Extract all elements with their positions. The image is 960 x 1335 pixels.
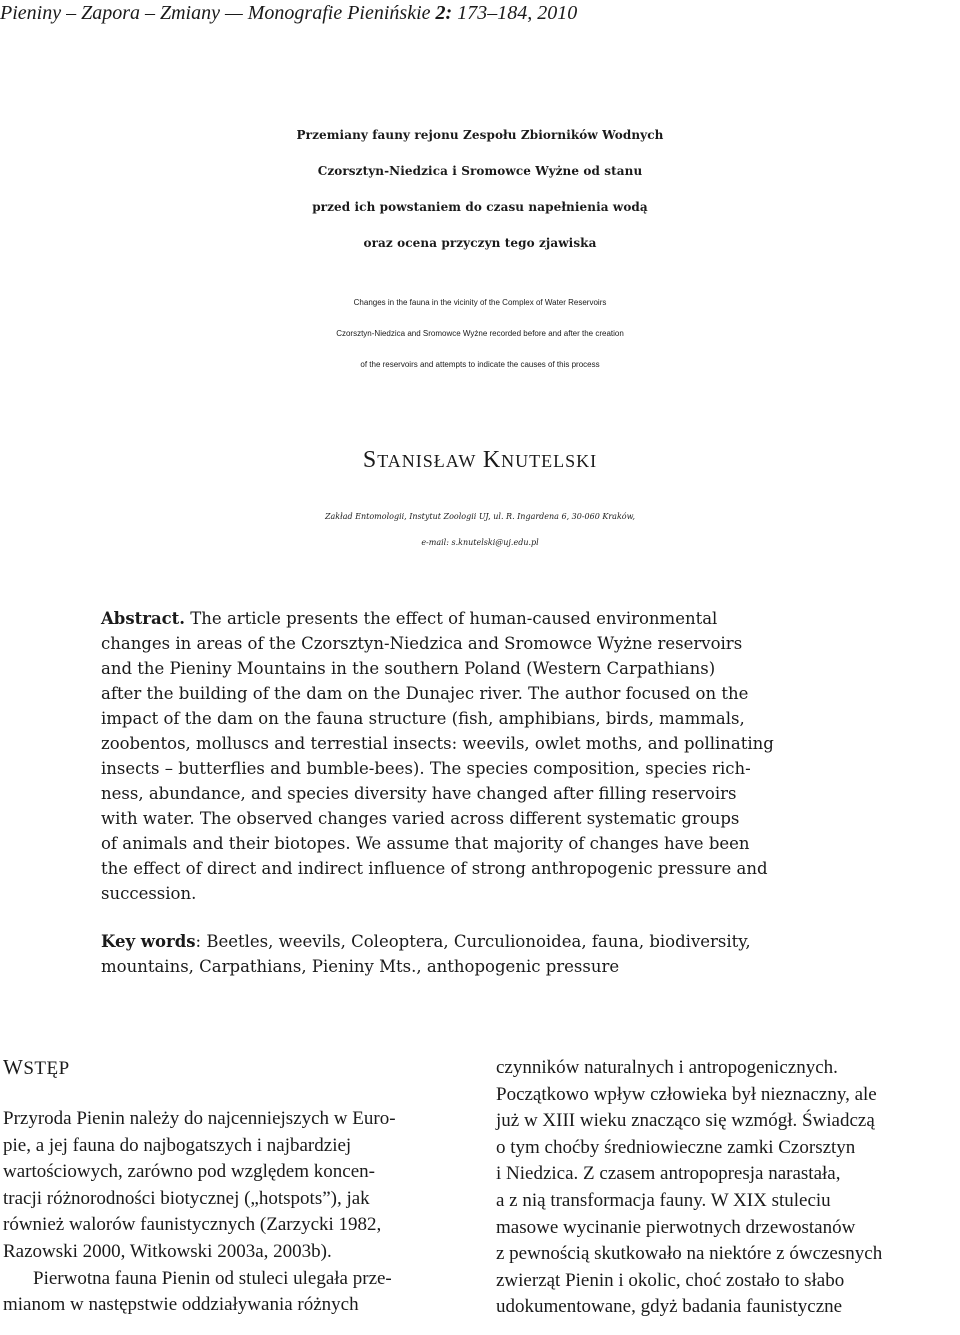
affiliation-email: e-mail: s.knutelski@uj.edu.pl [421, 538, 539, 547]
body-line: Początkowo wpływ człowieka był nieznaczny, ale [496, 1083, 877, 1105]
abstract-line: of animals and their biotopes. We assume that majority of changes have been [101, 834, 750, 853]
section-heading-rest: STĘP [23, 1058, 70, 1079]
keywords-label: Key words [101, 932, 196, 951]
title-line: Czorsztyn-Niedzica i Sromowce Wyżne od stanu [317, 164, 643, 178]
abstract-line: and the Pieniny Mountains in the southern Poland (Western Carpathians) [101, 659, 716, 678]
body-line: a z nią transformacja fauny. W XIX stuleciu [496, 1189, 831, 1211]
abstract-line: after the building of the dam on the Dunajec river. The author focused on the [101, 684, 749, 703]
journal-series: Pieniny – Zapora – Zmiany — Monografie Pienińskie [0, 2, 431, 24]
abstract-label: Abstract. [101, 609, 186, 628]
author-affiliation [0, 504, 960, 556]
abstract-line: insects – butterflies and bumble-bees). The species composition, species rich- [101, 759, 751, 778]
body-line: tracji różnorodności biotycznej („hotspots”), jak [3, 1187, 370, 1209]
title-line: przed ich powstaniem do czasu napełnienia wodą [312, 200, 648, 214]
keywords-first-text: : Beetles, weevils, Coleoptera, Curculionoidea, fauna, biodiversity, [195, 932, 751, 951]
body-line: Razowski 2000, Witkowski 2003a, 2003b). [3, 1240, 332, 1262]
body-line: Przyroda Pienin należy do najcenniejszych w Euro- [3, 1108, 396, 1129]
journal-volume: 2: [435, 2, 453, 24]
english-title-line: of the reservoirs and attempts to indicate the causes of this process [360, 360, 600, 369]
keywords-line: mountains, Carpathians, Pieniny Mts., anthopogenic pressure [101, 957, 620, 976]
body-line: z pewnością skutkowało na niektóre z ówczesnych [496, 1243, 883, 1265]
section-heading-introduction [3, 1055, 70, 1080]
title-line: Przemiany fauny rejonu Zespołu Zbiorników Wodnych [296, 128, 664, 142]
article-title [0, 117, 960, 261]
english-title [0, 287, 960, 380]
body-line: mianom w następstwie oddziaływania różnych [3, 1294, 359, 1316]
abstract-line: impact of the dam on the fauna structure (fish, amphibians, birds, mammals, [101, 709, 745, 728]
author-last-initial: K [482, 447, 502, 473]
abstract-line: changes in areas of the Czorsztyn-Niedzica and Sromowce Wyżne reservoirs [101, 634, 743, 653]
body-line: również walorów faunistycznych (Zarzycki 1982, [3, 1214, 382, 1236]
abstract-line: succession. [101, 884, 197, 903]
body-line: masowe wycinanie pierwotnych drzewostanów [496, 1216, 856, 1238]
abstract [101, 606, 859, 906]
body-line: już w XIII wieku znacząco się wzmógł. Świadczą [496, 1110, 875, 1132]
affiliation-address: Zakład Entomologii, Instytut Zoologii UJ, ul. R. Ingardena 6, 30-060 Kraków, [324, 512, 636, 521]
abstract-line: with water. The observed changes varied across different systematic groups [101, 809, 740, 828]
body-line: Pierwotna fauna Pienin od stuleci ulegała prze- [33, 1267, 392, 1289]
journal-pages: 173–184, 2010 [457, 2, 578, 24]
body-line: udokumentowane, gdyż badania faunistyczne [496, 1296, 843, 1318]
author-last-rest: NUTELSKI [501, 451, 598, 471]
body-line: i Niedzica. Z czasem antropopresja narastała, [496, 1163, 841, 1185]
english-title-line: Czorsztyn-Niedzica and Sromowce Wyżne recorded before and after the creation [336, 329, 624, 338]
body-line: wartościowych, zarówno pod względem koncen- [3, 1161, 375, 1183]
body-line: pie, a jej fauna do najbogatszych i najbardziej [3, 1134, 352, 1156]
left-text-column [3, 1106, 463, 1319]
author-first-rest: TANISŁAW [377, 451, 477, 471]
title-line: oraz ocena przyczyn tego zjawiska [363, 236, 597, 250]
english-title-line: Changes in the fauna in the vicinity of the Complex of Water Reservoirs [353, 298, 607, 307]
body-line: o tym choćby średniowieczne zamki Czorsztyn [496, 1136, 856, 1158]
body-line: czynników naturalnych i antropogenicznych. [496, 1057, 838, 1078]
abstract-line: zoobentos, molluscs and terrestial insects: weevils, owlet moths, and pollinating [101, 734, 774, 753]
right-text-column [496, 1055, 958, 1321]
section-heading-initial: W [3, 1055, 24, 1079]
author-name [0, 446, 960, 475]
abstract-first-text: The article presents the effect of human-caused environmental [190, 609, 718, 628]
abstract-line [101, 606, 859, 631]
running-header [0, 0, 577, 26]
keywords [101, 929, 859, 979]
abstract-line: the effect of direct and indirect influence of strong anthropogenic pressure and [101, 859, 768, 878]
keywords-line [101, 929, 859, 954]
body-line: zwierząt Pienin i okolic, choć zostało to słabo [496, 1269, 845, 1291]
author-first-initial: S [362, 447, 378, 473]
abstract-line: ness, abundance, and species diversity have changed after filling reservoirs [101, 784, 737, 803]
